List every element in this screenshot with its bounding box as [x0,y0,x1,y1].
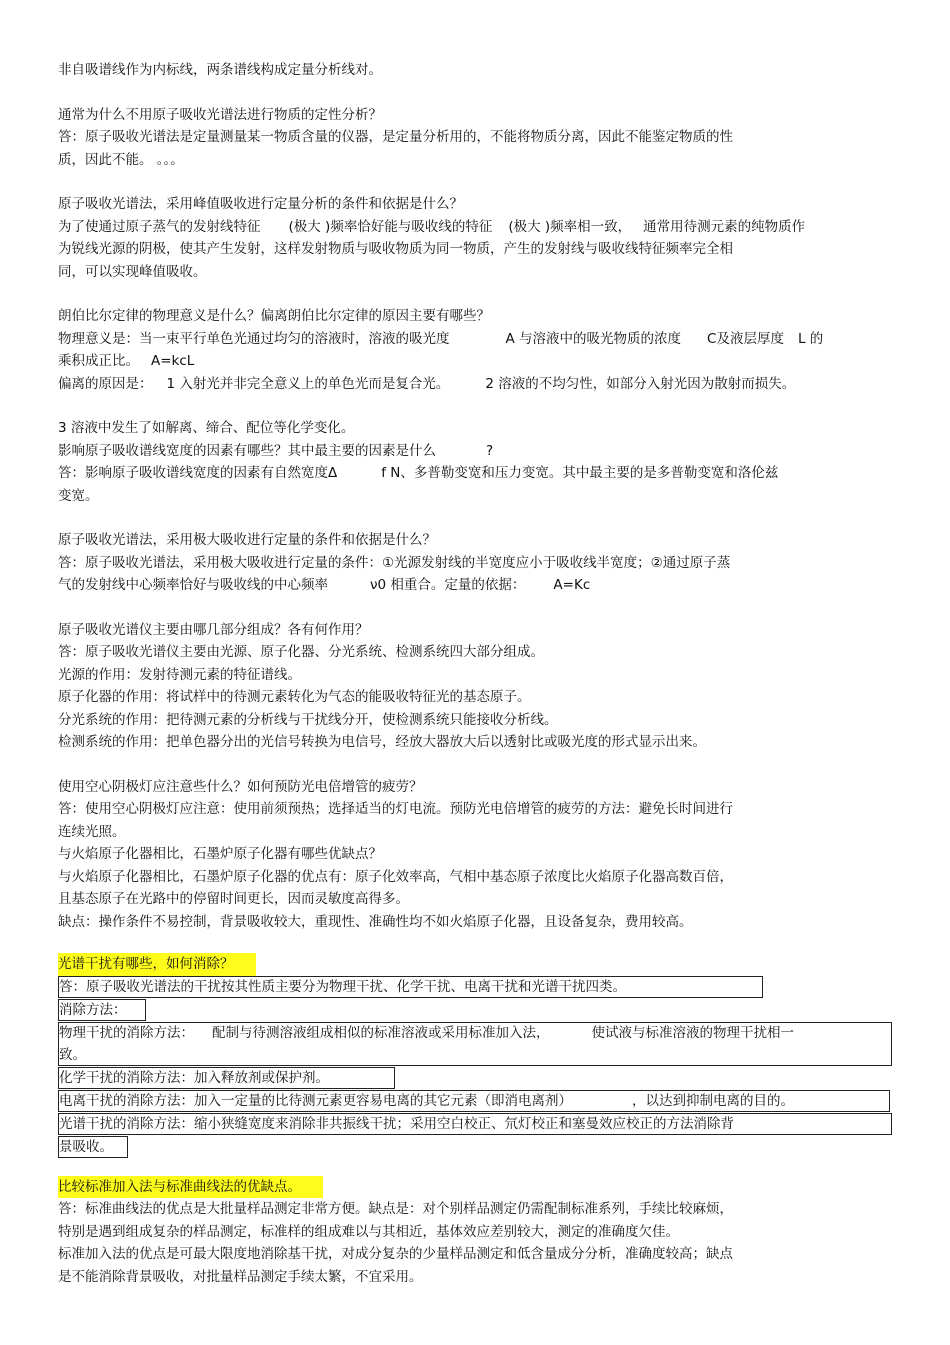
text-segment: (极大 )频率相一致， [508,218,632,235]
answer-line: 消除方法： [59,1001,127,1018]
answer-line: 检测系统的作用：把单色器分出的光信号转换为电信号，经放大器放大后以透射比或吸光度的形式显示出来。 [58,734,706,750]
text-segment: 1 入射光并非完全意义上的单色光而是复合光。 [166,375,450,392]
text-segment: (极大 )频率恰好能与吸收线的特征 [288,218,493,235]
text-segment: f N、多普勒变宽和压力变宽。其中最主要的是多普勒变宽和洛伦兹 [381,465,779,481]
answer-line: 光谱干扰的消除方法：缩小狭缝宽度来消除非共振线干扰；采用空白校正、氘灯校正和塞曼效应校正的方法消除背 [59,1115,734,1132]
question-qualitative: 通常为什么不用原子吸收光谱法进行物质的定性分析？ [58,106,382,123]
text-segment: 物理意义是：当一束平行单色光通过均匀的溶液时，溶液的吸光度 [58,330,450,347]
boxed-line [58,1022,892,1066]
text-segment: 使试液与标准溶液的物理干扰相一 [591,1024,794,1041]
answer-line: 是不能消除背景吸收，对批量样品测定手续太繁，不宜采用。 [58,1268,423,1285]
answer-line: 质，因此不能。 。。。 [58,151,184,168]
boxed-line [58,1067,395,1089]
question-line-width [58,440,898,463]
answer-line: 答：原子吸收光谱仪主要由光源、原子化器、分光系统、检测系统四大部分组成。 [58,644,544,660]
question-max-absorption: 原子吸收光谱法，采用极大吸收进行定量的条件和依据是什么？ [58,532,436,548]
boxed-line [58,976,763,998]
answer-line [58,350,898,373]
question-hollow-cathode: 使用空心阴极灯应注意些什么？如何预防光电倍增管的疲劳？ [58,778,423,795]
formula: A=kcL [151,353,195,369]
text-segment: 通常用待测元素的纯物质作 [643,218,806,235]
text-segment: 配制与待测溶液组成相似的标准溶液或采用标准加入法， [212,1024,550,1041]
text-segment: L 的 [797,330,824,347]
text-segment: 2 溶液的不均匀性，如部分入射光因为散射而损失。 [485,375,796,392]
answer-line: 与火焰原子化器相比，石墨炉原子化器的优点有：原子化效率高，气相中基态原子浓度比火焰原子化器高数百倍， [58,868,733,885]
text-segment: 偏离的原因是： [58,375,153,392]
answer-line [58,574,898,597]
answer-line: 光源的作用：发射待测元素的特征谱线。 [58,666,301,683]
text-segment: ν0 相重合。定量的依据： [370,577,526,593]
document-body [58,59,898,1288]
answer-line: 特别是遇到组成复杂的样品测定，标准样的组成难以与其相近，基体效应差别较大，测定的准确度欠佳。 [58,1223,679,1240]
answer-line [59,1024,891,1043]
text-segment: 物理干扰的消除方法： [59,1024,194,1041]
text-segment: 电离干扰的消除方法：加入一定量的比待测元素更容易电离的其它元素（即消电离剂） [59,1092,572,1109]
answer-line: 化学干扰的消除方法：加入释放剂或保护剂。 [59,1069,329,1086]
boxed-line [58,999,146,1021]
question-standard-addition [58,1176,898,1199]
answer-line [58,216,898,239]
text-segment: ? [486,442,494,459]
text-segment: 为了使通过原子蒸气的发射线特征 [58,218,261,235]
formula: A=Kc [553,577,591,593]
answer-line: 缺点：操作条件不易控制，背景吸收较大，重现性、准确性均不如火焰原子化器，且设备复杂，费用较高。 [58,913,693,930]
answer-line [58,373,898,396]
answer-line: 分光系统的作用：把待测元素的分析线与干扰线分开，使检测系统只能接收分析线。 [58,711,558,728]
answer-line: 答：使用空心阴极灯应注意：使用前须预热；选择适当的灯电流。预防光电倍增管的疲劳的方法：避免长时间进行 [58,801,733,817]
answer-line: 为锐线光源的阴极，使其产生发射，这样发射物质与吸收物质为同一物质，产生的发射线与吸收线特征频率完全相 [58,241,733,257]
answer-line: 景吸收。 [59,1138,113,1155]
paragraph-intro: 非自吸谱线作为内标线，两条谱线构成定量分析线对。 [58,62,382,78]
question-graphite-furnace: 与火焰原子化器相比，石墨炉原子化器有哪些优缺点？ [58,846,382,862]
boxed-line [58,1090,890,1112]
answer-line: 答：原子吸收光谱法的干扰按其性质主要分为物理干扰、化学干扰、电离干扰和光谱干扰四类。 [59,978,626,995]
text-segment: 气的发射线中心频率恰好与吸收线的中心频率 [58,577,328,593]
answer-line: 且基态原子在光路中的停留时间更长，因而灵敏度高得多。 [58,891,409,907]
answer-line: 致。 [59,1046,86,1063]
question-spectral-interference [58,953,898,976]
text-segment: 影响原子吸收谱线宽度的因素有哪些？其中最主要的因素是什么 [58,442,436,459]
text-segment: 答：影响原子吸收谱线宽度的因素有自然宽度Δ [58,465,338,481]
answer-line: 3 溶液中发生了如解离、缔合、配位等化学变化。 [58,420,355,436]
boxed-line [58,1136,128,1158]
highlighted-heading: 比较标准加入法与标准曲线法的优缺点。 [58,1176,323,1199]
answer-line [58,462,898,485]
question-beer-lambert: 朗伯比尔定律的物理意义是什么？偏离朗伯比尔定律的原因主要有哪些？ [58,308,490,324]
answer-line: 答：原子吸收光谱法是定量测量某一物质含量的仪器，是定量分析用的，不能将物质分离，因此不能鉴定物质的性 [58,129,733,145]
answer-line [58,328,898,351]
question-instrument: 原子吸收光谱仪主要由哪几部分组成？各有何作用？ [58,621,369,638]
question-peak-absorption: 原子吸收光谱法，采用峰值吸收进行定量分析的条件和依据是什么？ [58,196,463,212]
answer-line: 原子化器的作用：将试样中的待测元素转化为气态的能吸收特征光的基态原子。 [58,689,531,705]
text-segment: ，以达到抑制电离的目的。 [632,1092,794,1109]
answer-line: 连续光照。 [58,823,126,840]
text-segment: 乘积成正比。 [58,353,139,369]
answer-line: 答：标准曲线法的优点是大批量样品测定非常方便。缺点是：对个别样品测定仍需配制标准系列，手续比较麻烦， [58,1201,733,1217]
answer-line: 标准加入法的优点是可最大限度地消除基干扰，对成分复杂的少量样品测定和低含量成分分析，准确度较高；缺点 [58,1246,733,1262]
text-segment: A 与溶液中的吸光物质的浓度 [505,330,682,347]
answer-line: 变宽。 [58,487,99,504]
highlighted-heading: 光谱干扰有哪些，如何消除？ [58,953,256,976]
answer-line: 答：原子吸收光谱法，采用极大吸收进行定量的条件：①光源发射线的半宽度应小于吸收线半宽度；②通过原子蒸 [58,554,731,571]
boxed-line [58,1113,892,1135]
text-segment: C及液层厚度 [707,330,784,347]
answer-line: 同，可以实现峰值吸收。 [58,263,207,280]
